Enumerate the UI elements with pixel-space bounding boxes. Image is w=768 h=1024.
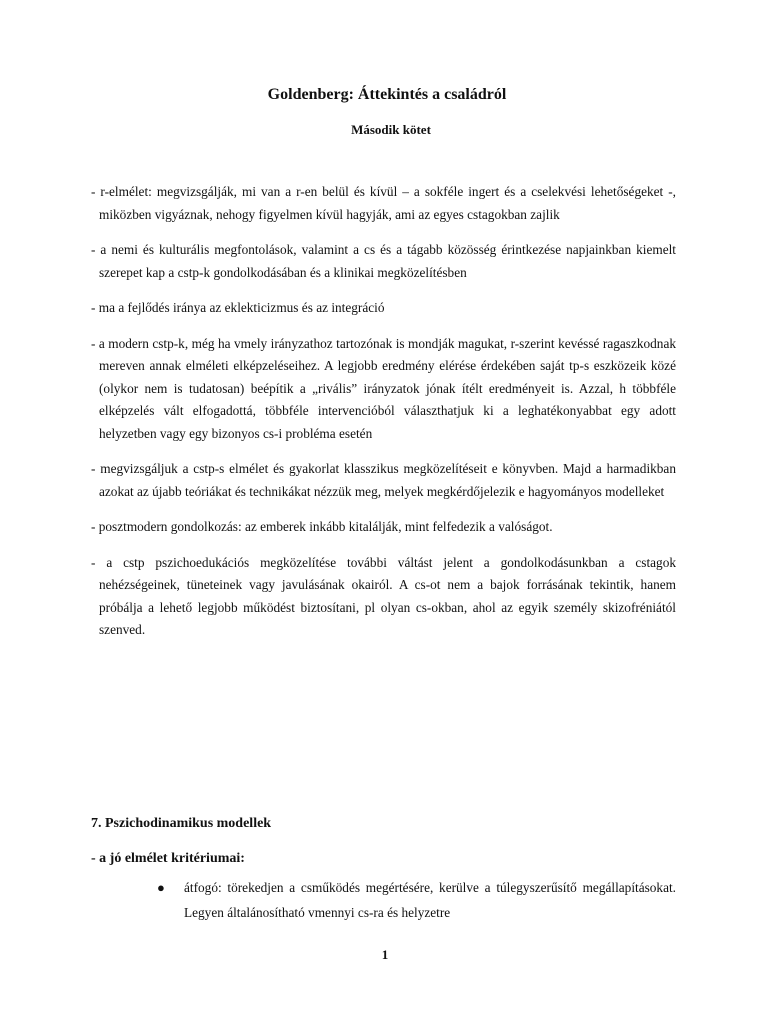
intro-paragraphs [91, 181, 676, 655]
paragraph-postmodern: - posztmodern gondolkozás: az emberek inkább kitalálják, mint felfedezik a valóságot. [91, 519, 553, 534]
document-title: Goldenberg: Áttekintés a családról [267, 86, 507, 103]
paragraph-r-theory: - r-elmélet: megvizsgálják, mi van a r-en belül és kívül – a sokféle ingert és a cselekvési lehetőségeket -, miközben vigyáznak, nehogy figyelmen kívül hagyják, ami az egyes cstagokban zajlik [91, 184, 676, 222]
paragraph-gender-culture: - a nemi és kulturális megfontolások, valamint a cs és a tágabb közösség érintkezése napjainkban kiemelt szerepet kap a cstp-k gondolkodásában és a klinikai megközelítésben [91, 242, 676, 280]
paragraph-book-overview: - megvizsgáljuk a cstp-s elmélet és gyakorlat klasszikus megközelítéseit e könyvben. Majd a harmadikban azokat az újabb teóriákat és technikákat nézzük meg, melyek megkérdőjelezik e hagyományos modelleket [91, 461, 676, 499]
bullet-item: átfogó: törekedjen a csműködés megértésére, kerülve a túlegyszerűsítő megállapításokat. Legyen általánosítható vmennyi cs-ra és helyzetre [184, 880, 676, 920]
bullet-icon: ● [157, 880, 165, 895]
paragraph-modern-therapists: - a modern cstp-k, még ha vmely irányzathoz tartozónak is mondják magukat, r-szerint kevéssé ragaszkodnak mereven annak elméleti elképzeléseihez. A legjobb eredmény elérése érdekében saját tp-s eszközeik közé (olykor nem is tudatosan) beépítik a „rivális” irányzatok jónak ítélt eredményeit is. Azzal, h többféle elképzelés vált elfogadottá, többféle intervencióból választhatjuk ki a leghatékonyabbat egy adott helyzetben vagy egy bizonyos cs-i probléma esetén [91, 335, 676, 441]
page-number: 1 [381, 947, 389, 962]
paragraph-psychoeducation: - a cstp pszichoedukációs megközelítése további váltást jelent a gondolkodásunkban a cstagok nehézségeinek, tüneteinek vagy javulásának okairól. A cs-ot nem a bajok forrásának tekintik, hanem próbálja a lehető legjobb működést biztosítani, pl olyan cs-okban, ahol az egyik személy skizofréniától szenved. [91, 554, 676, 637]
document-subtitle: Második kötet [351, 122, 431, 137]
criteria-heading: - a jó elmélet kritériumai: [91, 851, 245, 866]
paragraph-eclecticism: - ma a fejlődés iránya az eklekticizmus és az integráció [91, 300, 385, 315]
section-heading: 7. Pszichodinamikus modellek [91, 816, 272, 831]
bullet-list [157, 875, 676, 925]
